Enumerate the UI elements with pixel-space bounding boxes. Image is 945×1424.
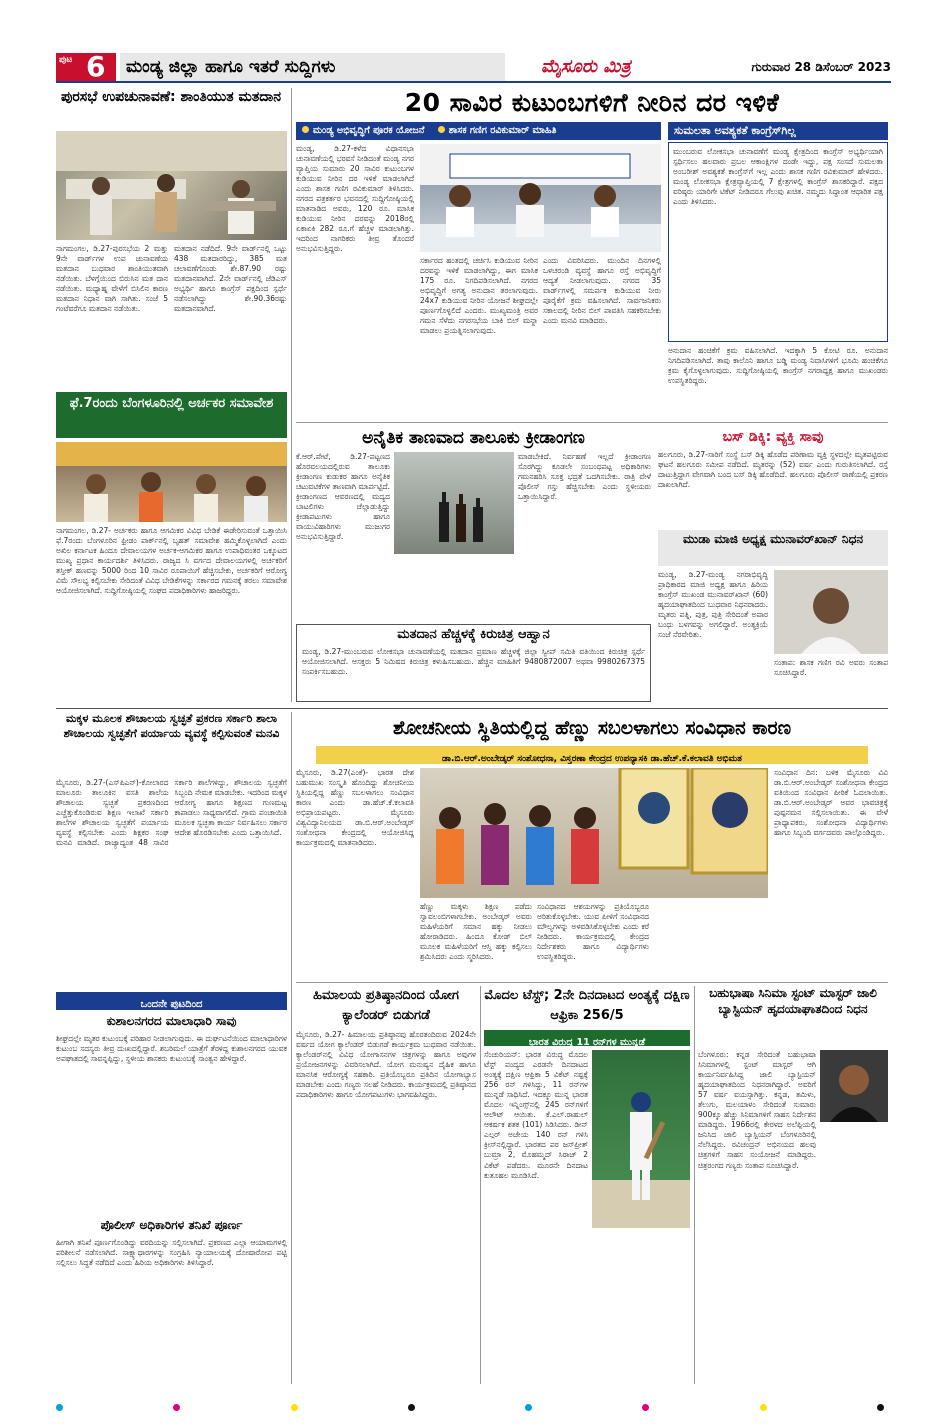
yoga-headline: ಹಿಮಾಲಯ ಪ್ರತಿಷ್ಠಾನದಿಂದ ಯೋಗ ಕ್ಯಾಲೆಂಡರ್ ಬಿಡುಗಡೆ xyxy=(313,988,459,1023)
continued-b1: ಶೀಘ್ರದಲ್ಲೇ ಮೃತರ ಕುಟುಂಬಕ್ಕೆ ಪರಿಹಾರ ನೀಡಲಾಗುವುದು. ಈ ದುರ್ಘಟನೆಯಿಂದ ಮಾಲಾಧಾರಿಗಳ ಕುಟುಂಬ ಸದಸ್ಯರು ತೀವ್ರ ದುಃಖದಲ್ಲಿದ್ದಾರೆ. ಶಬರಿಮಲೆ ಯಾತ್ರೆಗೆ ತೆರಳಿದ್ದ ಕುಶಾಲನಗರದ ಯುವಕ ಅಪಘಾತದಲ್ಲಿ ಸಾವನ್ನಪ್ಪಿದ್ದು, ಸ್ಥಳೀಯ ಶಾಸಕರು ಕುಟುಂಬಕ್ಕೆ ಸಾಂತ್ವನ ಹೇಳಿದ್ದಾರೆ. xyxy=(56,1034,287,1064)
magenta-mark xyxy=(173,1404,180,1411)
column-divider xyxy=(480,986,481,1384)
priest-body: ನಾಗಮಂಗಲ, ಡಿ.27- ಅರ್ಚಕರು ಹಾಗೂ ಆಗಮಿಕರ ವಿವಿಧ ಬೇಡಿಕೆ ಈಡೇರಿಸುವಂತೆ ಒತ್ತಾಯಿಸಿ ಫೆ.7ರಂದು ಬೆಂಗಳೂರಿನ ಫ್ರೀಡಂ ಪಾರ್ಕ್‌ನಲ್ಲಿ ಬೃಹತ್ ಸಮಾವೇಶ ಹಮ್ಮಿಕೊಳ್ಳಲಾಗಿದೆ ಎಂದು ಅಖಿಲ ಕರ್ನಾಟಕ ಹಿಂದೂ ದೇವಾಲಯಗಳ ಅರ್ಚಕ-ಆಗಮಿಕರ ಹಾಗೂ ಉಪಾಧಿವಂತರ ಒಕ್ಕೂಟದ ಮುಖ್ಯ ಪ್ರಧಾನ ಕಾರ್ಯದರ್ಶಿ ತಿಳಿಸಿದರು. ರಾಜ್ಯದ ಸಿ ವರ್ಗದ ದೇವಾಲಯಗಳಲ್ಲಿ ಅರ್ಚಕರಿಗೆ ತಸ್ತೀಕ್ ಹಣವನ್ನು 5000 ರಿಂದ 10 ಸಾವಿರ ರೂಪಾಯಿಗೆ ಹೆಚ್ಚಿಸಬೇಕು, ಅರ್ಚಕರಿಗೆ ಆರೋಗ್ಯ ವಿಮೆ ಸೌಲಭ್ಯ ಕಲ್ಪಿಸಬೇಕು ಸೇರಿದಂತೆ ವಿವಿಧ ಬೇಡಿಕೆಗಳನ್ನು ಸರ್ಕಾರದ ಗಮನಕ್ಕೆ ತರಲು ಸಮಾವೇಶ ಆಯೋಜಿಸಲಾಗಿದೆ. ಸುದ್ದಿಗೋಷ್ಠಿಯಲ್ಲಿ ಸಂಘದ ಪದಾಧಿಕಾರಿಗಳು ಹಾಜರಿದ್ದರು. xyxy=(56,526,287,596)
vote-awareness-headline: ಮತದಾನ ಹೆಚ್ಚಳಕ್ಕೆ ಕಿರುಚಿತ್ರ ಆಹ್ವಾನ xyxy=(397,627,550,642)
section-divider xyxy=(296,422,888,423)
cricket-body-left: ಸೆಂಚುರಿಯನ್: ಭಾರತ ವಿರುದ್ಧ ಮೊದಲ ಟೆಸ್ಟ್ ಪಂದ್ಯದ ಎರಡನೇ ದಿನದಾಟದ ಅಂತ್ಯಕ್ಕೆ ದಕ್ಷಿಣ ಆಫ್ರಿಕಾ 5 ವಿಕೆಟ್ ನಷ್ಟಕ್ಕೆ 256 ರನ್ ಗಳಿಸಿದ್ದು, 11 ರನ್‌ಗಳ ಮುನ್ನಡೆ ಸಾಧಿಸಿದೆ. ಇದಕ್ಕೂ ಮುನ್ನ ಭಾರತ ಮೊದಲ ಇನ್ನಿಂಗ್ಸ್‌ನಲ್ಲಿ 245 ರನ್‌ಗಳಿಗೆ ಆಲೌಟ್ ಆಯಿತು. ಕೆ.ಎಲ್.ರಾಹುಲ್ ಆಕರ್ಷಕ ಶತಕ (101) ಸಿಡಿಸಿದರು. ಡೀನ್ ಎಲ್ಗರ್ ಅಜೇಯ 140 ರನ್ ಗಳಿಸಿ ಕ್ರೀಸ್‌ನಲ್ಲಿದ್ದಾರೆ. ಭಾರತದ ಪರ ಜಸ್‌ಪ್ರೀತ್ ಬುಮ್ರಾ 2, ಮೊಹಮ್ಮದ್ ಸಿರಾಜ್ 2 ವಿಕೆಟ್ ಪಡೆದರು. ಮೂರನೇ ದಿನದಾಟ ಕುತೂಹಲ ಮೂಡಿಸಿದೆ. xyxy=(484,1050,588,1180)
stadium-col1: ಕೆ.ಆರ್.ಪೇಟೆ, ಡಿ.27-ಪಟ್ಟಣದ ಹೊರವಲಯದಲ್ಲಿರುವ ತಾಲೂಕು ಕ್ರೀಡಾಂಗಣ ಕುಡುಕರ ಹಾಗೂ ಅನೈತಿಕ ಚಟುವಟಿಕೆಗಳ ತಾಣವಾಗಿ ಮಾರ್ಪಟ್ಟಿದೆ. ಕ್ರೀಡಾಂಗಣದ ಆವರಣದಲ್ಲಿ ಮದ್ಯದ ಬಾಟಲಿಗಳು ಚೆಲ್ಲಾಡುತ್ತಿದ್ದು ಕ್ರೀಡಾಪಟುಗಳು ಹಾಗೂ ವಾಯುವಿಹಾರಿಗಳು ಮುಜುಗರ ಅನುಭವಿಸುತ್ತಿದ್ದಾರೆ. xyxy=(296,452,390,542)
water-sub1: ಮಂಡ್ಯ ಅಭಿವೃದ್ಧಿಗೆ ಪೂರಕ ಯೋಜನೆ xyxy=(313,125,425,136)
stadium-headline: ಅನೈತಿಕ ತಾಣವಾದ ತಾಲೂಕು ಕ್ರೀಡಾಂಗಣ xyxy=(362,428,585,448)
masthead xyxy=(56,50,891,83)
cyan-mark xyxy=(525,1404,532,1411)
water-headline: 20 ಸಾವಿರ ಕುಟುಂಬಗಳಿಗೆ ನೀರಿನ ದರ ಇಳಿಕೆ xyxy=(404,88,780,117)
bus-headline: ಬಸ್ ಡಿಕ್ಕಿ: ವ್ಯಕ್ತಿ ಸಾವು xyxy=(722,429,824,445)
constitution-headline: ಶೋಚನೀಯ ಸ್ಥಿತಿಯಲ್ಲಿದ್ದ ಹೆಣ್ಣು ಸಬಲಳಾಗಲು ಸಂವಿಧಾನ ಕಾರಣ xyxy=(392,717,792,739)
sumalatha-tail: ಅನುದಾನ ಹಂಚಿಕೆಗೆ ಕ್ರಮ ವಹಿಸಲಾಗಿದೆ. ಇದಕ್ಕಾಗಿ 5 ಕೋಟಿ ರೂ. ಅನುದಾನ ನಿಗದಿಪಡಿಸಲಾಗಿದೆ. ತಾವು ಕಾಲೊನಿ ಹಾಗೂ ಬಡ್ಡಿ ಮಂಡ್ಯ ನಿವಾಸಿಗಳಿಗೆ ಭೂಮಿ ಹಂಚಿಕೆಗೂ ಕ್ರಮ ಕೈಗೊಳ್ಳಲಾಗುವುದು. ಸುದ್ದಿಗೋಷ್ಠಿಯಲ್ಲಿ ಕಾಂಗ್ರೆಸ್ ನಗರಾಧ್ಯಕ್ಷ ಹಾಗೂ ಮುಖಂಡರು ಉಪಸ್ಥಿತರಿದ್ದರು. xyxy=(668,346,888,386)
constitution-col5 xyxy=(654,902,768,978)
constitution-sub xyxy=(316,746,868,764)
obit-portrait xyxy=(774,570,888,654)
issue-date: ಗುರುವಾರ 28 ಡಿಸೆಂಬರ್ 2023 xyxy=(751,60,891,74)
cyan-mark xyxy=(56,1404,63,1411)
priest-meet-illustration xyxy=(56,442,287,522)
stunt-body: ಬೆಂಗಳೂರು: ಕನ್ನಡ ಸೇರಿದಂತೆ ಬಹುಭಾಷಾ ಸಿನಿಮಾಗಳಲ್ಲಿ ಸ್ಟಂಟ್ ಮಾಸ್ಟರ್ ಆಗಿ ಕಾರ್ಯನಿರ್ವಹಿಸಿದ್ದ ಜಾಲಿ ಬ್ಯಾಸ್ಟಿಯನ್ ಹೃದಯಾಘಾತದಿಂದ ನಿಧನರಾಗಿದ್ದಾರೆ. ಅವರಿಗೆ 57 ವರ್ಷ ವಯಸ್ಸಾಗಿತ್ತು. ಕನ್ನಡ, ತಮಿಳು, ತೆಲುಗು, ಮಲಯಾಳಂ ಸೇರಿದಂತೆ ಸುಮಾರು 900ಕ್ಕೂ ಹೆಚ್ಚು ಸಿನಿಮಾಗಳಿಗೆ ಸಾಹಸ ನಿರ್ದೇಶನ ಮಾಡಿದ್ದರು. 1966ರಲ್ಲಿ ಕೇರಳದ ಅಲೆಪ್ಪಿಯಲ್ಲಿ ಜನಿಸಿದ ಜಾಲಿ ಬ್ಯಾಸ್ಟಿಯನ್ ಬೆಂಗಳೂರಿನಲ್ಲಿ ನೆಲೆಸಿದ್ದರು. ರವಿಚಂದ್ರನ್ ಅಭಿನಯದ ಹಲವು ಚಿತ್ರಗಳಿಗೆ ಸಾಹಸ ಸಂಯೋಜನೆ ಮಾಡಿದ್ದರು. ಚಿತ್ರರಂಗದ ಗಣ್ಯರು ಸಂತಾಪ ಸೂಚಿಸಿದ್ದಾರೆ. xyxy=(698,1050,816,1170)
priest-headline-text: ಫೆ.7ರಂದು ಬೆಂಗಳೂರಿನಲ್ಲಿ ಅರ್ಚಕರ ಸಮಾವೇಶ xyxy=(69,396,274,411)
section-divider xyxy=(296,982,888,983)
continued-label xyxy=(56,992,287,1010)
stadium-col2: ಮಾಡಬೇಕಿದೆ. ನಿರ್ವಹಣೆ ಇಲ್ಲದೆ ಕ್ರೀಡಾಂಗಣ ಸೊರಗಿದ್ದು ಕೂಡಲೇ ಸಂಬಂಧಪಟ್ಟ ಅಧಿಕಾರಿಗಳು ಗಮನಹರಿಸಿ ಸೂಕ್ತ ಭದ್ರತೆ ಒದಗಿಸಬೇಕು. ರಾತ್ರಿ ವೇಳೆ ಪೊಲೀಸ್ ಗಸ್ತು ಹೆಚ್ಚಿಸಬೇಕು ಎಂದು ಸ್ಥಳೀಯರು ಒತ್ತಾಯಿಸಿದ್ದಾರೆ. xyxy=(518,452,651,502)
column-divider xyxy=(291,712,292,1384)
stunt-portrait xyxy=(820,1050,888,1122)
water-col2: ಸರ್ಕಾರದ ಹಂತದಲ್ಲಿ ಚರ್ಚಿಸಿ ಕುಡಿಯುವ ನೀರಿನ ದರವನ್ನು ಇಳಿಕೆ ಮಾಡಲಾಗಿದ್ದು, ಈಗ ಮಾಸಿಕ 175 ರೂ. ನಿಗದಿಪಡಿಸಲಾಗಿದೆ. ನಗರದ ಅಭಿವೃದ್ಧಿಗೆ ಅಗತ್ಯ ಅನುದಾನ ತರಲಾಗುವುದು. 24x7 ಕುಡಿಯುವ ನೀರಿನ ಯೋಜನೆ ಶೀಘ್ರದಲ್ಲೇ ಪೂರ್ಣಗೊಳ್ಳಲಿದೆ ಎಂದರು. ಮುಖ್ಯಮಂತ್ರಿ ಅವರ ಗಮನ ಸೆಳೆದು ನಗರಸಭೆಯ ಬಾಕಿ ಬಿಲ್ ಮನ್ನಾ ಮಾಡಲು ಪ್ರಯತ್ನಿಸಲಾಗುವುದು. xyxy=(420,256,538,336)
polling-booth-illustration xyxy=(56,131,287,240)
byelection-headline: ಪುರಸಭೆ ಉಪಚುನಾವಣೆ: ಶಾಂತಿಯುತ ಮತದಾನ xyxy=(60,89,282,105)
priest-meet-photo xyxy=(56,442,287,522)
water-sub2: ಶಾಸಕ ಗಣಿಗ ರವಿಕುಮಾರ್ ಮಾಹಿತಿ xyxy=(448,125,557,136)
liquor-bottles-illustration xyxy=(394,452,514,554)
black-mark xyxy=(408,1404,415,1411)
page-number: 6 xyxy=(86,50,106,83)
polling-booth-photo xyxy=(56,131,287,240)
magenta-mark xyxy=(642,1404,649,1411)
stadium-bottles-photo xyxy=(394,452,514,554)
constitution-sub-text: ಡಾ.ಬಿ.ಆರ್.ಅಂಬೇಡ್ಕರ್ ಸಂಶೋಧನಾ, ವಿಸ್ತರಣಾ ಕೇಂದ್ರದ ಉಪನ್ಯಾಸಕಿ ಡಾ.ಹೆಚ್.ಕೆ.ಕಲಾವತಿ ಅಭಿಮತ xyxy=(442,754,742,764)
sumalatha-box: ಮುಂಬರುವ ಲೋಕಸಭಾ ಚುನಾವಣೆಗೆ ಮಂಡ್ಯ ಕ್ಷೇತ್ರದಿಂದ ಕಾಂಗ್ರೆಸ್ ಅಭ್ಯರ್ಥಿಯಾಗಿ ಸ್ಪರ್ಧಿಸಲು ಹಲವಾರು ಪ್ರಬಲ ಆಕಾಂಕ್ಷಿಗಳ ದಂಡೇ ಇದ್ದು, ಪಕ್ಷ ಸಂಸದೆ ಸುಮಲತಾ ಅಂಬರೀಶ್ ಅವಶ್ಯಕತೆ ಕಾಂಗ್ರೆಸ್‌ಗೆ ಇಲ್ಲ ಎಂದು ಶಾಸಕ ಗಣಿಗ ರವಿಕುಮಾರ್ ಹೇಳಿದರು. ಮಂಡ್ಯ ಲೋಕಸಭಾ ಕ್ಷೇತ್ರವ್ಯಾಪ್ತಿಯಲ್ಲಿ 7 ಕ್ಷೇತ್ರಗಳಲ್ಲಿ ಕಾಂಗ್ರೆಸ್ ಶಾಸಕರಿದ್ದಾರೆ. ಪಕ್ಷದ ವರಿಷ್ಠರು ಯಾರಿಗೇ ಟಿಕೆಟ್ ನೀಡಿದರೂ ಗೆಲುವು ಖಚಿತ. ನಮ್ಮದು ಸಿದ್ಧಾಂತ ಆಧಾರಿತ ಪಕ್ಷ ಎಂದು ತಿಳಿಸಿದರು. xyxy=(668,142,888,342)
cricket-headline: ಮೊದಲ ಟೆಸ್ಟ್; 2ನೇ ದಿನದಾಟದ ಅಂತ್ಯಕ್ಕೆ ದಕ್ಷಿಣ ಆಫ್ರಿಕಾ 256/5 xyxy=(484,988,690,1023)
yellow-mark xyxy=(291,1404,298,1411)
vote-awareness-body: ಮಂಡ್ಯ, ಡಿ.27-ಮುಂಬರುವ ಲೋಕಸಭಾ ಚುನಾವಣೆಯಲ್ಲಿ ಮತದಾನ ಪ್ರಮಾಣ ಹೆಚ್ಚಳಕ್ಕೆ ಜಿಲ್ಲಾ ಸ್ವೀಪ್ ಸಮಿತಿ ವತಿಯಿಂದ ಕಿರುಚಿತ್ರ ಸ್ಪರ್ಧೆ ಆಯೋಜಿಸಲಾಗಿದೆ. ಆಸಕ್ತರು 5 ನಿಮಿಷದ ಕಿರುಚಿತ್ರ ಕಳುಹಿಸಬಹುದು. ಹೆಚ್ಚಿನ ಮಾಹಿತಿಗೆ 9480872007 ಅಥವಾ 9980267375 ಸಂಪರ್ಕಿಸಬಹುದು. xyxy=(302,647,645,677)
priest-headline xyxy=(56,392,287,438)
column-divider xyxy=(291,88,292,702)
bullet-icon xyxy=(438,126,445,133)
water-col3: ಎಂದು ವಿವರಿಸಿದರು. ಮುಂದಿನ ದಿನಗಳಲ್ಲಿ ಒಳಚರಂಡಿ ವ್ಯವಸ್ಥೆ ಹಾಗೂ ರಸ್ತೆ ಅಭಿವೃದ್ಧಿಗೆ ಆದ್ಯತೆ ನೀಡಲಾಗುವುದು. ನಗರದ 35 ವಾರ್ಡ್‌ಗಳಲ್ಲಿ ಸಮರ್ಪಕ ಕುಡಿಯುವ ನೀರು ಪೂರೈಕೆಗೆ ಕ್ರಮ ವಹಿಸಲಾಗಿದೆ. ಸಾರ್ವಜನಿಕರು ಸಕಾಲದಲ್ಲಿ ನೀರಿನ ಬಿಲ್ ಪಾವತಿಸಿ ಸಹಕರಿಸಬೇಕು ಎಂದು ಮನವಿ ಮಾಡಿದರು. xyxy=(543,256,661,326)
registration-marks xyxy=(56,1404,888,1412)
press-meet-photo xyxy=(420,144,661,252)
press-meet-illustration xyxy=(420,144,661,252)
bullet-icon xyxy=(302,126,309,133)
paper-name: ಮೈಸೂರು ಮಿತ್ರ xyxy=(541,56,631,77)
yoga-body: ಮೈಸೂರು, ಡಿ.27- ಹಿಮಾಲಯ ಪ್ರತಿಷ್ಠಾನವು ಹೊರತಂದಿರುವ 2024ನೇ ವರ್ಷದ ಯೋಗ ಕ್ಯಾಲೆಂಡರ್ ಬಿಡುಗಡೆ ಕಾರ್ಯಕ್ರಮ ಬುಧವಾರ ನಡೆಯಿತು. ಕ್ಯಾಲೆಂಡರ್‌ನಲ್ಲಿ ವಿವಿಧ ಯೋಗಾಸನಗಳ ಚಿತ್ರಗಳನ್ನು ಹಾಗೂ ಅವುಗಳ ಪ್ರಯೋಜನಗಳನ್ನು ವಿವರಿಸಲಾಗಿದೆ. ಯೋಗ ಮನುಷ್ಯನ ದೈಹಿಕ ಹಾಗೂ ಮಾನಸಿಕ ಆರೋಗ್ಯಕ್ಕೆ ಸಹಕಾರಿ. ಪ್ರತಿಯೊಬ್ಬರೂ ಪ್ರತಿದಿನ ಯೋಗಾಭ್ಯಾಸ ಮಾಡಬೇಕು ಎಂದು ಗಣ್ಯರು ಸಲಹೆ ನೀಡಿದರು. ಕಾರ್ಯಕ್ರಮದಲ್ಲಿ ಪ್ರತಿಷ್ಠಾನದ ಪದಾಧಿಕಾರಿಗಳು ಹಾಗೂ ಯೋಗಪಟುಗಳು ಭಾಗವಹಿಸಿದ್ದರು. xyxy=(296,1030,476,1100)
sumalatha-headline-text: ಸುಮಲತಾ ಅವಶ್ಯಕತೆ ಕಾಂಗ್ರೆಸ್‌ಗಿಲ್ಲ xyxy=(674,124,796,137)
water-lead: ಮಂಡ್ಯ, ಡಿ.27-ಕಳೆದ ವಿಧಾನಸಭಾ ಚುನಾವಣೆಯಲ್ಲಿ ಭರವಸೆ ನೀಡಿದಂತೆ ಮಂಡ್ಯ ನಗರ ವ್ಯಾಪ್ತಿಯ ಸುಮಾರು 20 ಸಾವಿರ ಕುಟುಂಬಗಳ ಕುಡಿಯುವ ನೀರಿನ ದರ ಇಳಿಕೆ ಮಾಡಲಾಗಿದೆ ಎಂದು ಶಾಸಕ ಗಣಿಗ ರವಿಕುಮಾರ್ ತಿಳಿಸಿದರು. ನಗರದ ಪತ್ರಕರ್ತರ ಭವನದಲ್ಲಿ ಸುದ್ದಿಗೋಷ್ಠಿಯಲ್ಲಿ ಮಾತನಾಡಿದ ಅವರು, 120 ರೂ. ಮಾಸಿಕ ಕುಡಿಯುವ ನೀರಿನ ದರವನ್ನು 2018ರಲ್ಲಿ ಏಕಾಏಕಿ 282 ರೂ.ಗೆ ಹೆಚ್ಚಳ ಮಾಡಲಾಗಿತ್ತು. ಇದರಿಂದ ನಾಗರಿಕರು ತೀವ್ರ ತೊಂದರೆ ಅನುಭವಿಸುತ್ತಿದ್ದರು. xyxy=(296,144,414,254)
cricket-photo xyxy=(592,1050,690,1228)
byelection-col2: ಮತದಾನ ನಡೆದಿದೆ. 9ನೇ ವಾರ್ಡ್‌ನಲ್ಲಿ ಒಟ್ಟು 438 ಮತದಾರರಿದ್ದು, 385 ಮತ ಚಲಾವಣೆಗೊಂಡು ಶೇ.87.90 ರಷ್ಟು ಮತದಾನವಾಗಿದೆ. 2ನೇ ವಾರ್ಡ್‌ನಲ್ಲಿ ಜೆಡಿಎಸ್ ಅಭ್ಯರ್ಥಿ ಹಾಗೂ ಕಾಂಗ್ರೆಸ್ ಪಕ್ಷದಿಂದ ಸ್ಪರ್ಧೆ ನಡೆಸಲಾಗಿದ್ದು ಶೇ.90.36ರಷ್ಟು ಮತದಾನವಾಗಿದೆ. xyxy=(174,244,287,314)
water-subheads xyxy=(296,122,661,140)
constitution-col2: ಹೆಣ್ಣು ಮಕ್ಕಳು ಶಿಕ್ಷಣ ಪಡೆದು ಸ್ವಾವಲಂಬಿಗಳಾಗಬೇಕು. ಅಂಬೇಡ್ಕರ್ ಅವರು ಮಹಿಳೆಯರಿಗೆ ಸಮಾನ ಹಕ್ಕು ನೀಡಲು ಹೋರಾಡಿದರು. ಹಿಂದೂ ಕೋಡ್ ಬಿಲ್ ಮೂಲಕ ಮಹಿಳೆಯರಿಗೆ ಆಸ್ತಿ ಹಕ್ಕು ಕಲ್ಪಿಸಲು ಶ್ರಮಿಸಿದರು ಎಂದು ಸ್ಮರಿಸಿದರು. xyxy=(420,902,532,962)
yellow-mark xyxy=(760,1404,767,1411)
obit-headline: ಮುಡಾ ಮಾಜಿ ಅಧ್ಯಕ್ಷ ಮುನಾವರ್‌ಖಾನ್ ನಿಧನ xyxy=(658,530,888,566)
sumalatha-headline xyxy=(668,122,888,140)
column-divider xyxy=(694,986,695,1384)
cricket-sub-text: ಭಾರತ ವಿರುದ್ಧ 11 ರನ್‌ಗಳ ಮುನ್ನಡೆ xyxy=(528,1037,646,1048)
continued-h2: ಪೊಲೀಸ್ ಅಧಿಕಾರಿಗಳ ತನಿಖೆ ಪೂರ್ಣ xyxy=(100,1218,243,1232)
school-body: ಮೈಸೂರು, ಡಿ.27-(ಎಸ್‌ಪಿಎನ್)-ಕೋಲಾರದ ಮಾಲೂರು ತಾಲೂಕಿನ ವಸತಿ ಶಾಲೆಯ ಶೌಚಾಲಯ ಸ್ವಚ್ಛತೆ ಪ್ರಕರಣದಿಂದ ಎಚ್ಚೆತ್ತುಕೊಂಡಿರುವ ಶಿಕ್ಷಣ ಇಲಾಖೆ ಸರ್ಕಾರಿ ಶಾಲೆಗಳ ಶೌಚಾಲಯ ಸ್ವಚ್ಛತೆಗೆ ಪರ್ಯಾಯ ವ್ಯವಸ್ಥೆ ಕಲ್ಪಿಸಬೇಕು ಎಂದು ಶಿಕ್ಷಕರ ಸಂಘ ಮನವಿ ಮಾಡಿದೆ. ರಾಜ್ಯಾದ್ಯಂತ 48 ಸಾವಿರ ಸರ್ಕಾರಿ ಶಾಲೆಗಳಿದ್ದು, ಶೌಚಾಲಯ ಸ್ವಚ್ಛತೆಗೆ ಸಿಬ್ಬಂದಿ ನೇಮಕ ಮಾಡಬೇಕು. ಇದರಿಂದ ಮಕ್ಕಳ ಆರೋಗ್ಯ ಹಾಗೂ ಶಿಕ್ಷಣದ ಗುಣಮಟ್ಟ ಕಾಪಾಡಲು ಸಾಧ್ಯವಾಗಲಿದೆ. ಗ್ರಾಮ ಪಂಚಾಯಿತಿ ಮೂಲಕ ಸ್ವಚ್ಛತಾ ಕಾರ್ಯ ನಿರ್ವಹಿಸಲು ಸರ್ಕಾರ ಆದೇಶ ಹೊರಡಿಸಬೇಕು ಎಂದು ಒತ್ತಾಯಿಸಿದೆ. xyxy=(56,778,287,848)
page-word: ಪುಟ xyxy=(59,55,73,65)
constitution-col1: ಮೈಸೂರು, ಡಿ.27(ಎಂಕೆ)- ಭಾರತ ದೇಶ ಬಹುಮುಖ ಸಂಸ್ಕೃತಿ ಹೊಂದಿದ್ದು ಶೋಚನೀಯ ಸ್ಥಿತಿಯಲ್ಲಿದ್ದ ಹೆಣ್ಣು ಸಬಲಳಾಗಲು ಸಂವಿಧಾನ ಕಾರಣ ಎಂದು ಡಾ.ಹೆಚ್.ಕೆ.ಕಲಾವತಿ ಅಭಿಪ್ರಾಯಪಟ್ಟರು. ಮೈಸೂರು ವಿಶ್ವವಿದ್ಯಾನಿಲಯದ ಡಾ.ಬಿ.ಆರ್.ಅಂಬೇಡ್ಕರ್ ಸಂಶೋಧನಾ ಕೇಂದ್ರದಲ್ಲಿ ಆಯೋಜಿಸಿದ್ದ ಕಾರ್ಯಕ್ರಮದಲ್ಲಿ ಮಾತನಾಡಿದರು. xyxy=(296,768,414,848)
page-fold xyxy=(56,708,888,709)
vote-awareness-box xyxy=(296,624,651,702)
continued-h1: ಕುಶಾಲನಗರದ ಮಾಲಾಧಾರಿ ಸಾವು xyxy=(106,1014,237,1028)
continued-label-text: ಒಂದನೇ ಪುಟದಿಂದ xyxy=(140,999,203,1010)
continued-b2: ಹೀಗಾಗಿ ತನಿಖೆ ಪೂರ್ಣಗೊಂಡಿದ್ದು ವರದಿಯನ್ನು ಸಲ್ಲಿಸಲಾಗಿದೆ. ಪ್ರಕರಣದ ಎಲ್ಲಾ ಆಯಾಮಗಳಲ್ಲಿ ಪರಿಶೀಲನೆ ನಡೆಸಲಾಗಿದೆ. ಸಾಕ್ಷ್ಯಾಧಾರಗಳನ್ನು ಸಂಗ್ರಹಿಸಿ ನ್ಯಾಯಾಲಯಕ್ಕೆ ದೋಷಾರೋಪ ಪಟ್ಟಿ ಸಲ್ಲಿಸಲು ಸಿದ್ಧತೆ ನಡೆದಿದೆ ಎಂದು ಹಿರಿಯ ಅಧಿಕಾರಿಗಳು ತಿಳಿಸಿದ್ದಾರೆ. xyxy=(56,1238,287,1268)
bus-body: ಹಲಗೂರು, ಡಿ.27-ಸಾರಿಗೆ ಸಂಸ್ಥೆ ಬಸ್ ಡಿಕ್ಕಿ ಹೊಡೆದ ಪರಿಣಾಮ ವ್ಯಕ್ತಿ ಸ್ಥಳದಲ್ಲೇ ಮೃತಪಟ್ಟಿರುವ ಘಟನೆ ಹಲಗೂರು ಸಮೀಪ ನಡೆದಿದೆ. ಮೃತರನ್ನು (52) ವರ್ಷ ಎಂದು ಗುರುತಿಸಲಾಗಿದೆ. ರಸ್ತೆ ದಾಟುತ್ತಿದ್ದಾಗ ವೇಗವಾಗಿ ಬಂದ ಬಸ್ ಡಿಕ್ಕಿ ಹೊಡೆದಿದೆ. ಹಲಗೂರು ಪೊಲೀಸ್ ಠಾಣೆಯಲ್ಲಿ ಪ್ರಕರಣ ದಾಖಲಾಗಿದೆ. xyxy=(658,450,888,490)
black-mark xyxy=(877,1404,884,1411)
portrait-illustration xyxy=(820,1050,888,1122)
portrait-illustration xyxy=(774,570,888,654)
page-number-badge xyxy=(56,50,116,83)
constitution-photo xyxy=(420,768,768,898)
obit-body: ಮಂಡ್ಯ, ಡಿ.27-ಮಂಡ್ಯ ನಗರಾಭಿವೃದ್ಧಿ ಪ್ರಾಧಿಕಾರದ ಮಾಜಿ ಅಧ್ಯಕ್ಷ ಹಾಗೂ ಹಿರಿಯ ಕಾಂಗ್ರೆಸ್ ಮುಖಂಡ ಮುನಾವರ್‌ಖಾನ್ (60) ಹೃದಯಾಘಾತದಿಂದ ಬುಧವಾರ ನಿಧನರಾದರು. ಮೃತರು ಪತ್ನಿ, ಪುತ್ರ, ಪುತ್ರಿ ಸೇರಿದಂತೆ ಅಪಾರ ಬಂಧು ಬಳಗವನ್ನು ಅಗಲಿದ್ದಾರೆ. ಅಂತ್ಯಕ್ರಿಯೆ ಸಂಜೆ ನೆರವೇರಿತು. xyxy=(658,570,768,640)
ambedkar-tribute-illustration xyxy=(420,768,768,898)
constitution-col4: ಸಂವಿಧಾನ ದಿನ: ಬಳಿಕ ಮೈಸೂರು ವಿವಿ ಡಾ.ಬಿ.ಆರ್.ಅಂಬೇಡ್ಕರ್ ಸಂಶೋಧನಾ ಕೇಂದ್ರದ ವತಿಯಿಂದ ಸಂವಿಧಾನ ಪೀಠಿಕೆ ಓದಲಾಯಿತು. ಡಾ.ಬಿ.ಆರ್.ಅಂಬೇಡ್ಕರ್ ಅವರ ಭಾವಚಿತ್ರಕ್ಕೆ ಪುಷ್ಪನಮನ ಸಲ್ಲಿಸಲಾಯಿತು. ಈ ವೇಳೆ ಪ್ರಾಧ್ಯಾಪಕರು, ಸಂಶೋಧನಾ ವಿದ್ಯಾರ್ಥಿಗಳು ಹಾಗೂ ಸಿಬ್ಬಂದಿ ವರ್ಗದವರು ಪಾಲ್ಗೊಂಡಿದ್ದರು. xyxy=(774,768,888,838)
constitution-col3: ಸಂವಿಧಾನದ ಆಶಯಗಳನ್ನು ಪ್ರತಿಯೊಬ್ಬರೂ ಅರಿತುಕೊಳ್ಳಬೇಕು. ಯುವ ಪೀಳಿಗೆ ಸಂವಿಧಾನದ ಮೌಲ್ಯಗಳನ್ನು ಅಳವಡಿಸಿಕೊಳ್ಳಬೇಕು ಎಂದು ಕರೆ ನೀಡಿದರು. ಕಾರ್ಯಕ್ರಮದಲ್ಲಿ ಕೇಂದ್ರದ ನಿರ್ದೇಶಕರು ಹಾಗೂ ವಿದ್ಯಾರ್ಥಿಗಳು ಉಪಸ್ಥಿತರಿದ್ದರು. xyxy=(537,902,649,962)
cricket-sub xyxy=(484,1030,690,1046)
section-title: ಮಂಡ್ಯ ಜಿಲ್ಲಾ ಹಾಗೂ ಇತರೆ ಸುದ್ದಿಗಳು xyxy=(120,53,505,81)
byelection-col1: ನಾಗಮಂಗಲ, ಡಿ.27-ಪುರಸಭೆಯ 2 ಮತ್ತು 9ನೇ ವಾರ್ಡ್‌ಗಳ ಉಪ ಚುನಾವಣೆಯ ಮತದಾನ ಬುಧವಾರ ಶಾಂತಿಯುತವಾಗಿ ನಡೆಯಿತು. ಬೆಳಗ್ಗೆಯಿಂದ ಬಿರುಸಿನ ಮತ ದಾನ ನಡೆಯಿತು. ಮಧ್ಯಾಹ್ನ ವೇಳೆಗೆ ಬಿಸಿಲಿನ ಕಾರಣ ಮತದಾನ ನಿಧಾನ ವಾಗಿ ಸಾಗಿತು. ಸಂಜೆ 5 ಗಂಟೆವರೆಗೂ ಮತದಾನ ನಡೆಯಿತು. xyxy=(56,244,168,314)
school-headline: ಮಕ್ಕಳ ಮೂಲಕ ಶೌಚಾಲಯ ಸ್ವಚ್ಛತೆ ಪ್ರಕರಣ ಸರ್ಕಾರಿ ಶಾಲಾ ಶೌಚಾಲಯ ಸ್ವಚ್ಛತೆಗೆ ಪರ್ಯಾಯ ವ್ಯವಸ್ಥೆ ಕಲ್ಪಿಸುವಂತೆ ಮನವಿ xyxy=(63,712,280,740)
batsman-illustration xyxy=(592,1050,690,1228)
stunt-headline: ಬಹುಭಾಷಾ ಸಿನಿಮಾ ಸ್ಟಂಟ್ ಮಾಸ್ಟರ್ ಜಾಲಿ ಬ್ಯಾಸ್ಟಿಯನ್ ಹೃದಯಾಘಾತದಿಂದ ನಿಧನ xyxy=(709,986,877,1016)
obit-condolence: ಸಂತಾಪ: ಶಾಸಕ ಗಣಿಗ ರವಿ ಅವರು ಸಂತಾಪ ಸೂಚಿಸಿದ್ದಾರೆ. xyxy=(774,658,888,678)
